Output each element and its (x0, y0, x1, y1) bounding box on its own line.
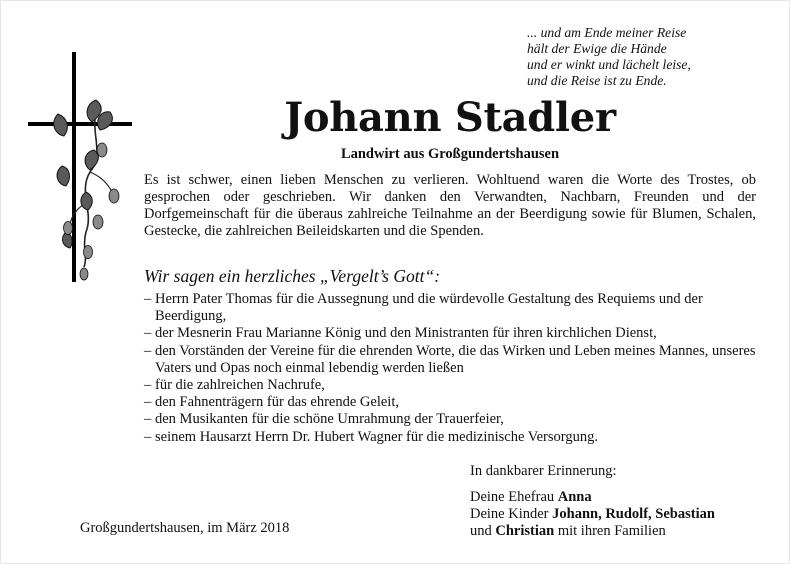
list-item (144, 411, 760, 428)
list-item-text: Herrn Pater Thomas für die Aussegnung und die würdevolle Gestaltung des Requiems und der Beerdigung, (155, 291, 703, 325)
deceased-description: Landwirt aus Großgundertshausen (340, 146, 560, 162)
memory-line: In dankbarer Erinnerung: (470, 463, 617, 479)
deceased-name-row (0, 94, 790, 141)
list-item (144, 343, 760, 377)
list-item-text: für die zahlreichen Nachrufe, (155, 377, 325, 394)
list-item (144, 394, 760, 411)
list-dash: – (144, 428, 152, 445)
families-suffix: mit ihren Familien (557, 523, 666, 539)
thanks-list (144, 291, 760, 446)
list-item-text: den Fahnenträgern für das ehrende Geleit, (155, 394, 399, 411)
poem-line: ... und am Ende meiner Reise (527, 25, 687, 40)
list-item (144, 325, 760, 342)
list-dash: – (144, 394, 152, 411)
intro-paragraph: Es ist schwer, einen lieben Menschen zu verlieren. Wohltuend waren die Worte des Trostes, ob gesprochen oder geschrieben. Wir danken den Verwandten, Nachbarn, Freunden und der Dorfgemeinschaft für die überaus zahlreiche Teilnahme an der Beerdigung sowie für Blumen, Schalen, Gestecke, die zahlreichen Beileidskarten und die Spenden. (144, 172, 756, 239)
wife-prefix: Deine Ehefrau (470, 489, 555, 505)
cross-with-hops-icon (28, 52, 138, 282)
and-word: und (470, 523, 492, 539)
place-date: Großgundertshausen, im März 2018 (80, 520, 290, 536)
list-item (144, 377, 760, 394)
families-line (470, 523, 715, 540)
list-dash: – (144, 342, 152, 359)
list-dash: – (144, 377, 152, 394)
wife-line (470, 489, 715, 506)
signature-block (470, 463, 715, 540)
children-prefix: Deine Kinder (470, 506, 549, 522)
children-names: Johann, Rudolf, Sebastian (552, 506, 715, 522)
list-item (144, 429, 760, 446)
list-dash: – (144, 291, 152, 307)
poem-line: und er winkt und lächelt leise, (527, 57, 691, 72)
list-dash: – (144, 411, 152, 428)
wife-name: Anna (557, 489, 592, 505)
list-item-text: den Musikanten für die schöne Umrahmung der Trauerfeier, (155, 411, 504, 428)
poem (527, 25, 777, 89)
list-item (144, 291, 760, 325)
list-item-text: den Vorständen der Vereine für die ehrenden Worte, die das Wirken und Leben meines Mannes, unseres Vaters und Opas noch einmal lebendig werden ließen (155, 342, 756, 376)
poem-line: hält der Ewige die Hände (527, 41, 667, 56)
list-item-text: der Mesnerin Frau Marianne König und den Ministranten für ihren kirchlichen Dienst, (155, 325, 657, 342)
list-item-text: seinem Hausarzt Herrn Dr. Hubert Wagner für die medizinische Versorgung. (155, 428, 598, 445)
deceased-name: Johann Stadler (284, 94, 616, 141)
list-dash: – (144, 325, 152, 342)
last-child-name: Christian (495, 523, 555, 539)
poem-line: und die Reise ist zu Ende. (527, 73, 667, 88)
thanks-heading: Wir sagen ein herzliches „Vergelt’s Gott“: (144, 266, 441, 286)
children-line (470, 506, 715, 523)
